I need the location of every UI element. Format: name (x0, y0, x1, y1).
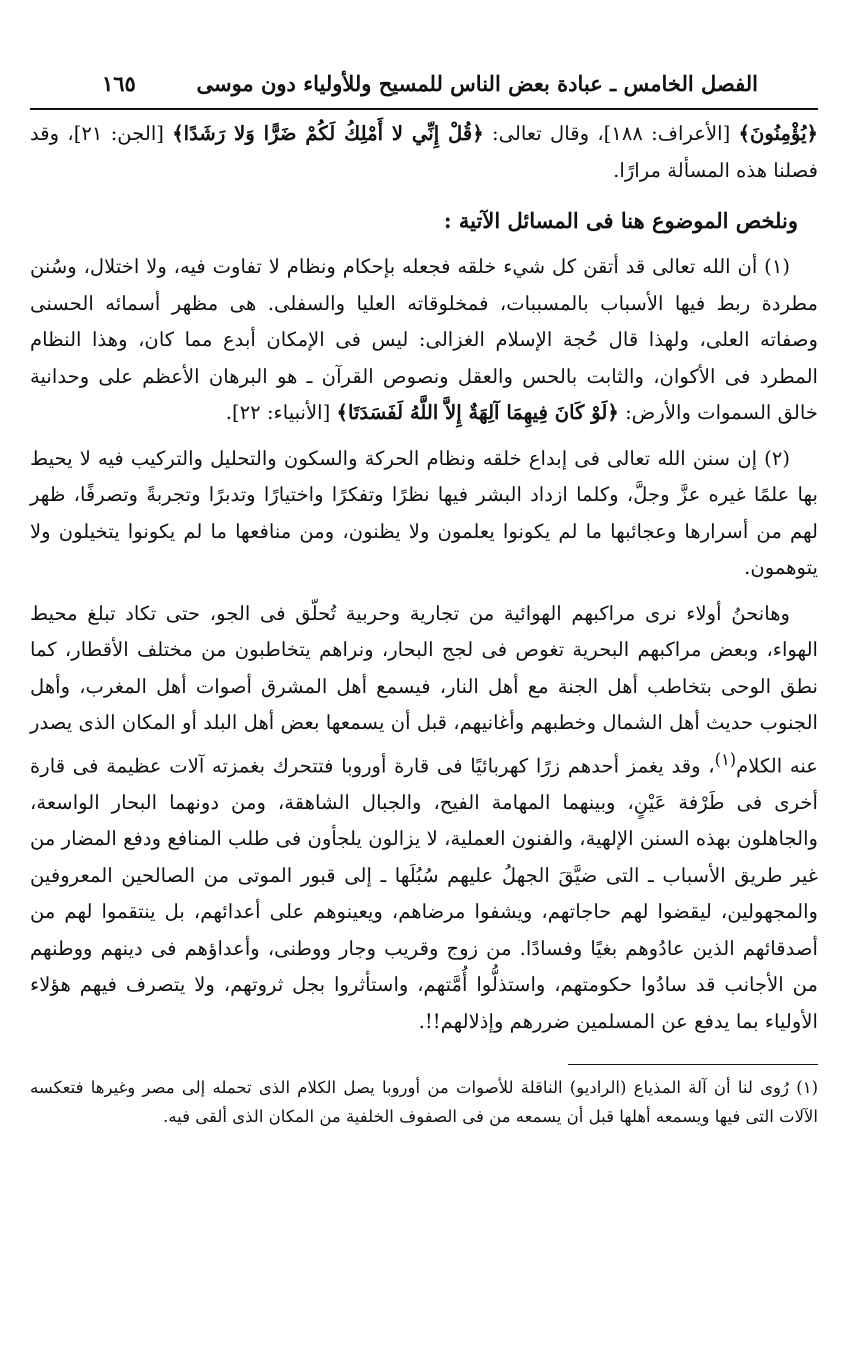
running-header (30, 60, 818, 108)
footnote: (١) رُوى لنا أن آلة المذياع (الراديو) الناقلة للأصوات من أوروبا يصل الكلام الذى تحمله إلى مصر وغيرها فتعكسه الآلات التى فيها ويسمعه أهلها قبل أن يسمعه من فى الصفوف الخلفية من المكان الذى ألقى فيه. (30, 1078, 818, 1127)
verse-reference: [الجن: ٢١]، وقد فصلنا هذه المسألة مرارًا. (30, 122, 818, 182)
paragraph-text: (١) أن الله تعالى قد أتقن كل شيء خلقه فجعله بإحكام ونظام لا تفاوت فيه، ولا اختلال، وسُنن مطردة ربط فيها الأسباب بالمسببات، فمخلوقاته العليا والسفلى. هى مظهر أسمائه الحسنى وصفاته العلى، ولهذا قال حُجة الإسلام الغزالى: ليس فى الإمكان أبدع مما كان، وهذا النظام المطرد فى الأكوان، والثابت بالحس والعقل ونصوص القرآن ـ هو البرهان الأعظم على وحدانية خالق السموات والأرض: (30, 255, 818, 424)
intro-paragraph (30, 116, 818, 189)
verse-reference: [الأنبياء: ٢٢]. (225, 401, 337, 424)
header-rule (30, 108, 818, 110)
section-heading: ونلخص الموضوع هنا فى المسائل الآتية : (443, 208, 798, 233)
footnote-separator (568, 1064, 818, 1065)
quran-verse: ﴿قُلْ إِنِّي لا أَمْلِكُ لَكُمْ ضَرًّا وَلا رَشَدًا﴾ (172, 122, 484, 145)
paragraph-text: وهانحنُ أولاء نرى مراكبهم الهوائية من تجارية وحربية تُحلّق فى الجو، حتى تكاد تبلغ محيط الهواء، وبعض مراكبهم البحرية تغوص فى لجج البحار، ونراهم يتخاطبون من مختلف الأقطار، كما نطق الوحى بتخاطب أهل الجنة مع أهل النار، فيسمع أهل المشرق أصوات أهل المغرب، وأهل الجنوب حديث أهل الشمال وخطبهم وأغانيهم، قبل أن يسمعها بعض أهل البلد أو المكان الذى يصدر عنه الكلام (30, 601, 818, 778)
quran-verse: ﴿يُؤْمِنُونَ﴾ (738, 122, 819, 145)
body-text (30, 116, 818, 1040)
page-number: ١٦٥ (102, 71, 136, 96)
verse-reference: [الأعراف: ١٨٨]، وقال تعالى: (483, 122, 739, 145)
chapter-title: الفصل الخامس ـ عبادة بعض الناس للمسيح وللأولياء دون موسى (196, 71, 758, 96)
paragraph-3 (30, 596, 818, 1041)
quran-verse: ﴿لَوْ كَانَ فِيهِمَا آلِهَةٌ إِلاَّ اللَّهُ لَفَسَدَتَا﴾ (336, 401, 619, 424)
paragraph-2: (٢) إن سنن الله تعالى فى إبداع خلقه ونظام الحركة والسكون والتحليل والتركيب فيه لا يحيط بها علمًا غيره عزَّ وجلَّ، وكلما ازداد البشر فيها نظرًا وتفكرًا واختيارًا وتدبرًا وتجربةً وتصرفًا، ظهر لهم من أسرارها وعجائبها ما لم يكونوا يعلمون ولا يظنون، ومن منافعها ما لم يكونوا يتخيلون ولا يتوهمون. (30, 446, 818, 579)
book-page (30, 60, 818, 1131)
paragraph-text: ، وقد يغمز أحدهم زرًا كهربائيًا فى قارة أوروبا فتتحرك بغمزته آلات عظيمة فى قارة أخرى فى طَرْفة عَيْنٍ، وبينهما المهامة الفيح، والجبال الشاهقة، ومن دونهما البحار الواسعة، والجاهلون بهذه السنن الإلهية، والفنون العملية، لا يزالون يلجأون فى طلب المنافع ودفع المضار من غير طريق الأسباب ـ التى ضيَّقَ الجهلُ عليهم سُبُلَها ـ إلى قبور الموتى من الصالحين المعروفين والمجهولين، ليقضوا لهم حاجاتهم، ويشفوا مرضاهم، ويعينوهم على أعدائهم، بل ينتقموا لهم من أصدقائهم الذين عادُوهم بغيًا وفسادًا. من زوج وقريب وجار ووطنى، وأعداؤهم فى دينهم ووطنهم من الأجانب قد سادُوا حكومتهم، واستذلُّوا أُمَّتهم، واستأثروا بجل ثروتهم، ولا يتصرف فيهم هؤلاء الأولياء بما يدفع عن المسلمين ضررهم وإذلالهم!!. (30, 754, 818, 1033)
paragraph-1 (30, 249, 818, 432)
footnote-marker: (١) (714, 749, 737, 769)
